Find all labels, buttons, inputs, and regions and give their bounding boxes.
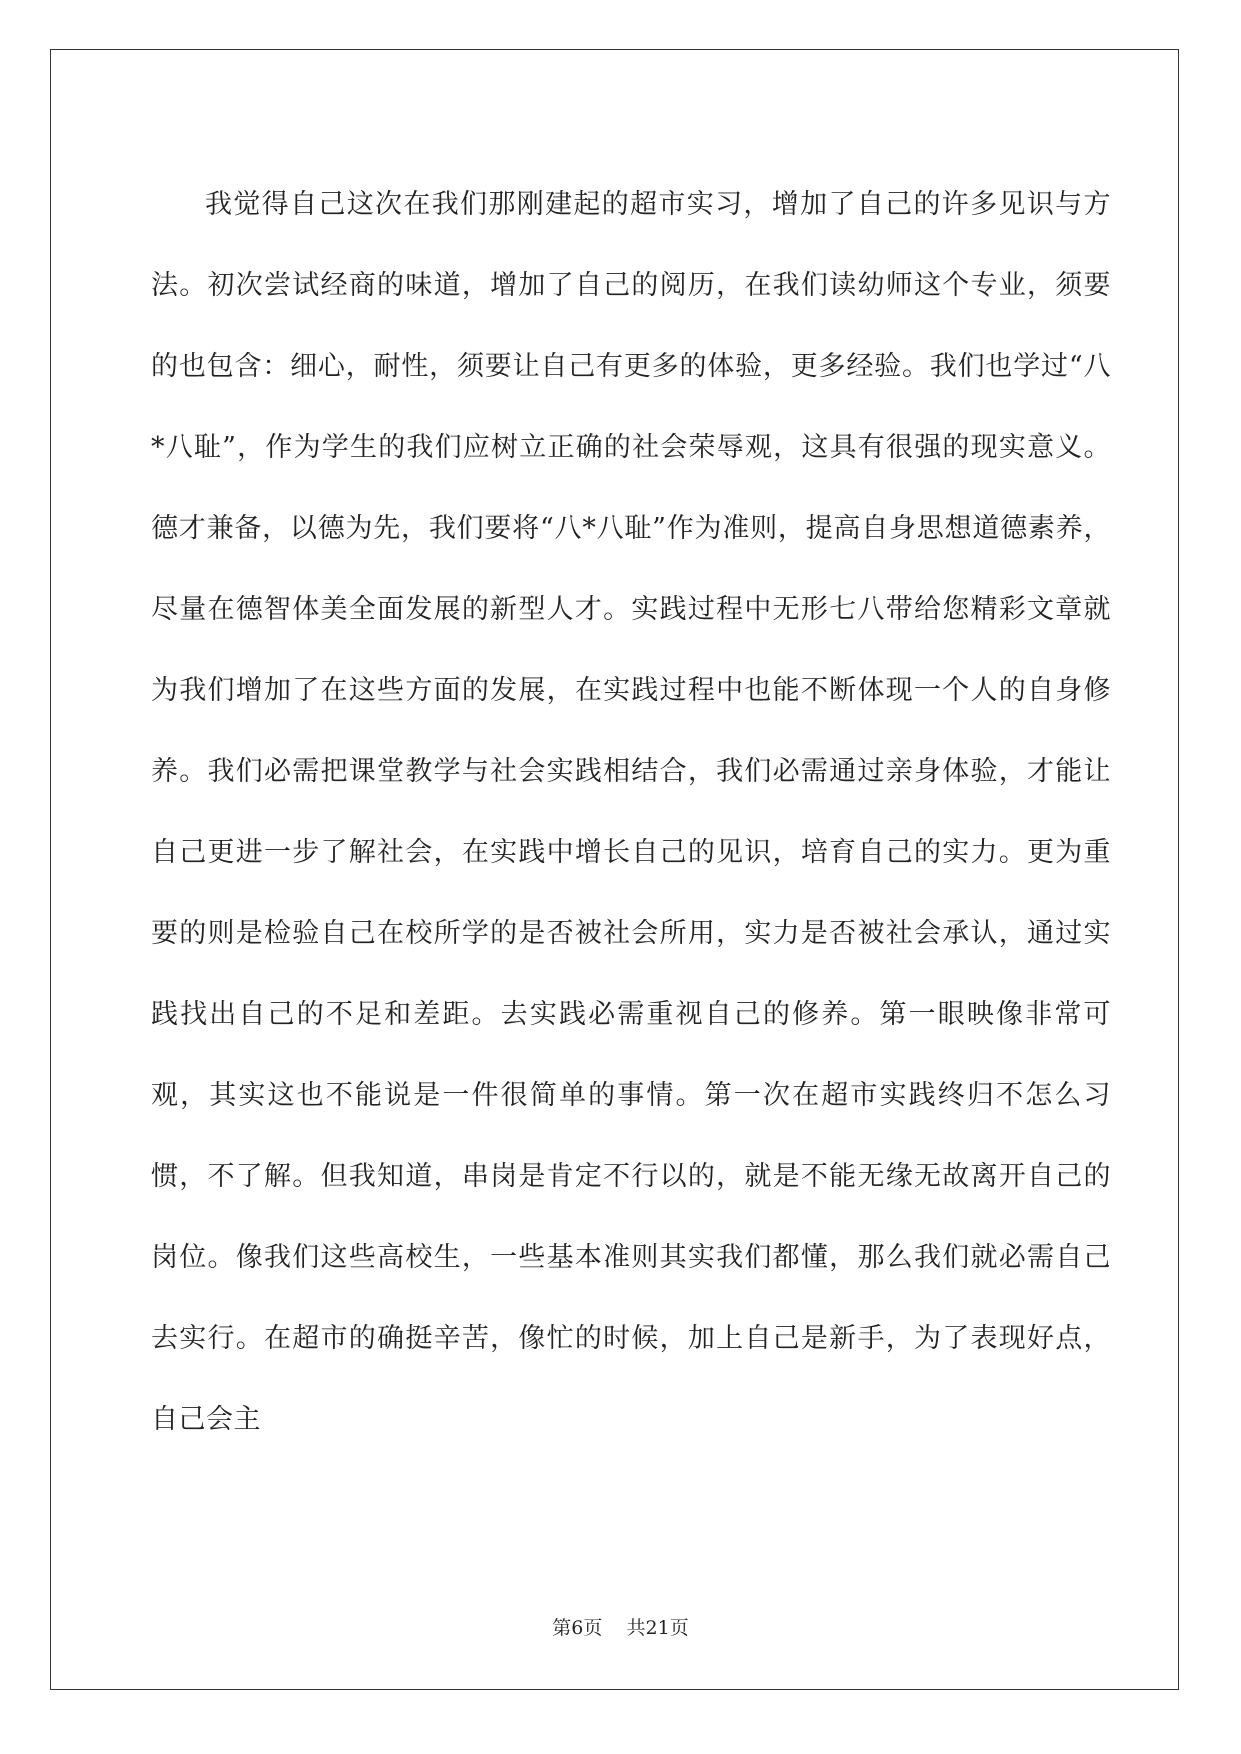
body-paragraph: 我觉得自己这次在我们那刚建起的超市实习，增加了自己的许多见识与方法。初次尝试经商的味道，增加了自己的阅历，在我们读幼师这个专业，须要的也包含：细心，耐性，须要让自己有更多的体验，更多经验。我们也学过“八*八耻”，作为学生的我们应树立正确的社会荣辱观，这具有很强的现实意义。德才兼备，以德为先，我们要将“八*八耻”作为准则，提高自身思想道德素养，尽量在德智体美全面发展的新型人才。实践过程中无形七八带给您精彩文章就为我们增加了在这些方面的发展，在实践过程中也能不断体现一个人的自身修养。我们必需把课堂教学与社会实践相结合，我们必需通过亲身体验，才能让自己更进一步了解社会，在实践中增长自己的见识，培育自己的实力。更为重要的则是检验自己在校所学的是否被社会所用，实力是否被社会承认，通过实践找出自己的不足和差距。去实践必需重视自己的修养。第一眼映像非常可观，其实这也不能说是一件很简单的事情。第一次在超市实践终归不怎么习惯，不了解。但我知道，串岗是肯定不行以的，就是不能无缘无故离开自己的岗位。像我们这些高校生，一些基本准则其实我们都懂，那么我们就必需自己去实行。在超市的确挺辛苦，像忙的时候，加上自己是新手，为了表现好点，自己会主 bbox=[151, 189, 1111, 1435]
page-number-footer: 第6页 共21页 bbox=[552, 1617, 689, 1639]
